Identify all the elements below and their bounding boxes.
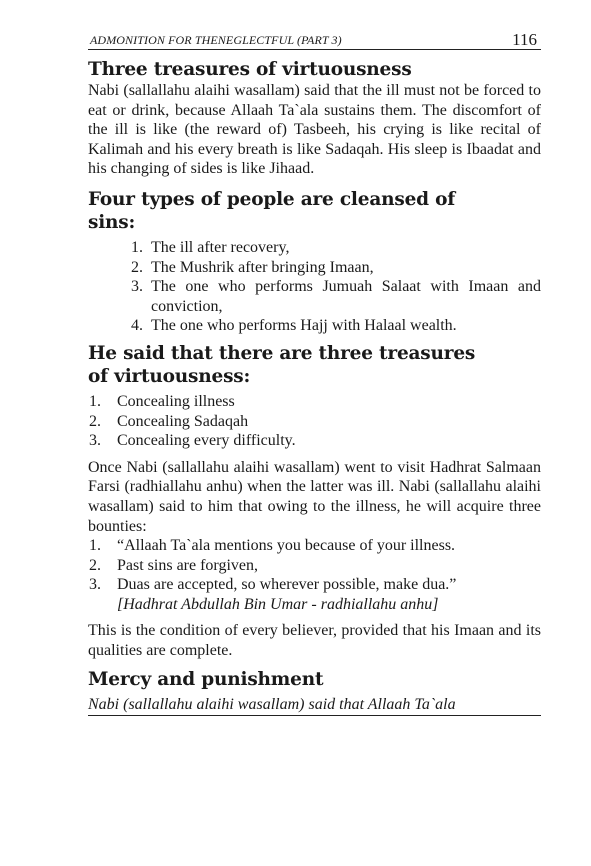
paragraph-salmaan-farsi-visit: Once Nabi (sallallahu alaihi wasallam) went to visit Hadhrat Salmaan Farsi (radhiallahu anhu) when the latter was ill. Nabi (sallallahu alaihi wasallam) said to him that owing to the illness, he will acquire three bounties: xyxy=(88,458,541,535)
section-heading-four-types-line1: Four types of people are cleansed of xyxy=(88,188,456,210)
list-item: 1. “Allaah Ta`ala mentions you because of your illness. xyxy=(89,537,456,555)
section-heading-three-treasures-said-line2: of virtuousness: xyxy=(88,365,251,387)
list-item: 3. Duas are accepted, so wherever possible, make dua.” xyxy=(89,576,457,594)
list-item: 2. Concealing Sadaqah xyxy=(89,412,249,430)
list-item: 1. The ill after recovery, xyxy=(131,238,290,256)
list-item: 2. The Mushrik after bringing Imaan, xyxy=(131,258,374,276)
hadith-reference: [Hadhrat Abdullah Bin Umar - radhiallahu anhu] xyxy=(117,595,439,613)
section-heading-mercy-punishment: Mercy and punishment xyxy=(88,668,324,690)
page-number: 116 xyxy=(512,30,537,49)
list-three-bounties xyxy=(88,536,541,595)
list-concealing xyxy=(88,392,541,451)
paragraph-condition-of-believer: This is the condition of every believer, provided that his Imaan and its qualities are complete. xyxy=(88,622,541,660)
list-item: 2. Past sins are forgiven, xyxy=(89,556,259,574)
header-title: ADMONITION FOR THENEGLECTFUL (PART 3) xyxy=(90,33,342,47)
list-item: 1. Concealing illness xyxy=(89,392,235,410)
running-header xyxy=(88,26,541,50)
book-page xyxy=(88,26,541,716)
list-cleansed-of-sins xyxy=(88,238,541,336)
section-heading-three-treasures: Three treasures of virtuousness xyxy=(88,59,412,80)
paragraph-mercy-start: Nabi (sallallahu alaihi wasallam) said that Allaah Ta`ala xyxy=(88,695,541,717)
list-item: 4. The one who performs Hajj with Halaal wealth. xyxy=(131,317,457,335)
list-item: 3. Concealing every difficulty. xyxy=(89,432,296,450)
section-heading-four-types-line2: sins: xyxy=(88,211,136,233)
paragraph-ill-not-forced: Nabi (sallallahu alaihi wasallam) said that the ill must not be forced to eat or drink, because Allaah Ta`ala sustains them. The discomfort of the ill is like (the reward of) Tasbeeh, his crying is like recital of Kalimah and his every breath is like Sadaqah. His sleep is Ibaadat and his changing of sides is like Jihaad. xyxy=(88,82,541,178)
section-heading-three-treasures-said-line1: He said that there are three treasures xyxy=(88,342,476,364)
list-item: 3. The one who performs Jumuah Salaat with Imaan and conviction, xyxy=(131,278,541,315)
